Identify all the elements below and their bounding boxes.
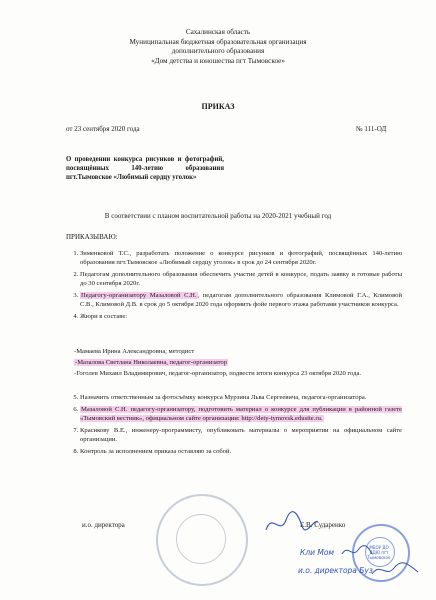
order-item-4: 4. Жюри в составе: [80, 312, 402, 321]
order-item-2: 2. Педагогам дополнительного образования обеспечить участие детей в конкурсе, подать заявку и готовые работы до 30 сентября 2020г. [80, 270, 402, 288]
order-item-1: 1. Зименковой Т.С., разработать положение о конкурсе рисунков и фотографий, посвящённых 140-летию образования пгт.Тымовское «Любимый сердцу уголок» в срок до 24 сентября 2020г. [80, 249, 402, 267]
handwritten-signature-icon [370, 560, 420, 580]
header-organization-name: «Дом детства и юношества пгт Тымовское» [151, 56, 285, 65]
order-date: от 23 сентября 2020 года [66, 125, 140, 133]
order-subject: О проведении конкурса рисунков и фотографий, посвящённых 140-летию образования пгт.Тымовское «Любимый сердцу уголок» [66, 156, 224, 181]
document-title: ПРИКАЗ [201, 102, 235, 111]
order-items-list-continued [70, 393, 402, 459]
header-organization: Муниципальная бюджетная образовательная организация [129, 37, 307, 46]
jury-member-3: -Гоголев Михаил Владимирович, педагог-организатор, подвести итоги конкурса 23 октября 2020 года. [74, 370, 362, 377]
jury-member-2 [74, 358, 228, 367]
signature-name: Е.В. Сударенко [300, 521, 346, 529]
header-organization-type: дополнительного образования [171, 47, 265, 55]
order-basis: В соответствии с планом воспитательной работы на 2020-2021 учебный год [104, 212, 332, 220]
highlighted-text: Мазаловой С.Н. педагогу-организатору, подготовить материал о конкурсе для публикации в районной газете «Тымовский вестник», официальном сайте организации: http://dety-tymovsk.edusite.ru. [80, 406, 402, 422]
order-item-5: 5. Назначить ответственным за фотосъёмку конкурса Мурзина Льва Сергеевича, педагога-организатора. [80, 393, 402, 402]
orders-heading: ПРИКАЗЫВАЮ: [66, 233, 118, 241]
order-number: № 111-ОД [356, 125, 387, 133]
order-items-list [70, 249, 402, 321]
highlighted-text: -Мазалова Светлана Николаевна, педагог-организатор [75, 359, 227, 366]
jury-member-1: -Мамаева Ирина Александровна, методист [74, 348, 195, 355]
header-region: Сахалинская область [185, 28, 251, 36]
handwritten-acknowledgement-2: и.о. директора Буз [298, 566, 373, 575]
order-item-8: 8. Контроль за исполнением приказа оставляю за собой. [80, 447, 402, 456]
director-signature-icon [262, 508, 322, 538]
seal-text: МБОУ ДО ДДЮ пгт Тымовское [367, 545, 391, 560]
round-stamp-icon [156, 494, 248, 586]
handwritten-acknowledgement-1: Кли Мом [300, 548, 335, 557]
highlighted-text: Педагогу-организатору Мазаловой С.Н. [81, 292, 197, 299]
order-item-6 [80, 405, 402, 423]
order-item-7: 7. Красикову В.Е., инженеру-программисту, опубликовать материалы о мероприятии на официальном сайте организации. [80, 426, 402, 444]
order-item-3: 3. Педагогу-организатору Мазаловой С.Н., педагогам дополнительного образования Климовой Г.А., Климовой С.В., Климовой Д.В. в срок до 5 октября 2020 года оформить фойе первого этажа работами участников конкурса. [80, 291, 402, 309]
signature-position: и.о. директора [82, 521, 125, 529]
handwritten-signature-icon [340, 542, 374, 560]
